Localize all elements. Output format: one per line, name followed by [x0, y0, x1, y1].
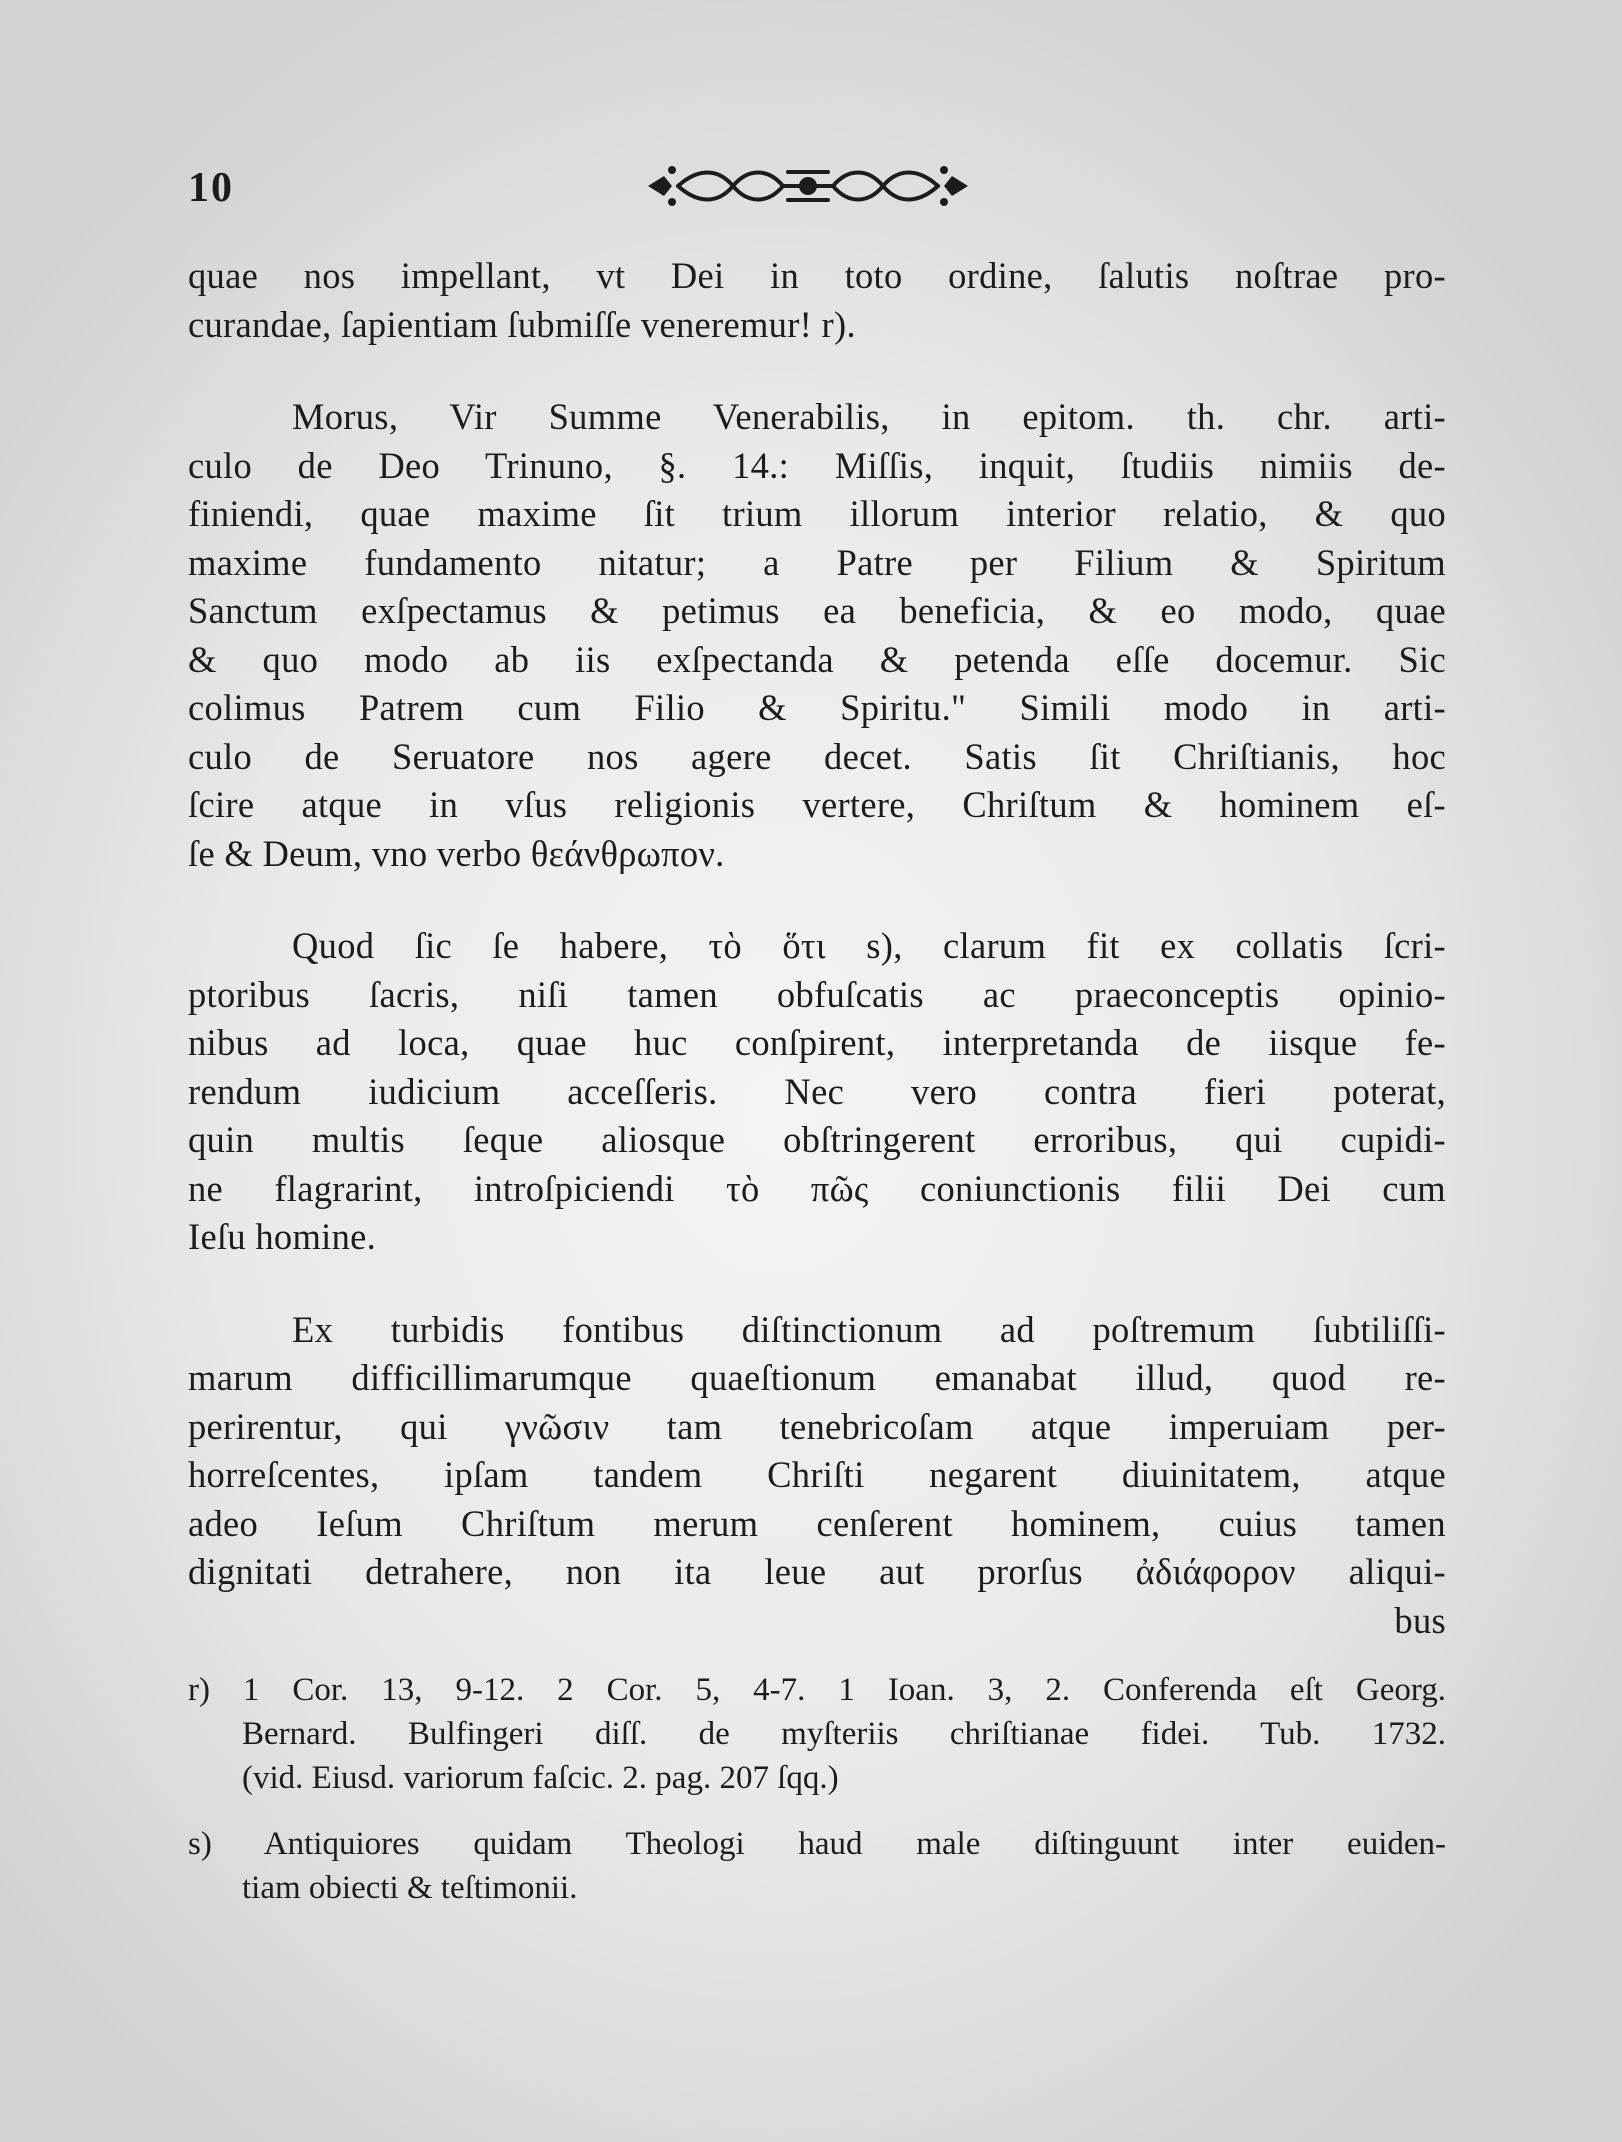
text-line: colimus Patrem cum Filio & Spiritu." Simili modo in arti- [188, 687, 1446, 728]
text-line: perirentur, qui γνῶσιν tam tenebricoſam atque imperuiam per- [188, 1405, 1446, 1447]
text-line: quin multis ſeque aliosque obſtringerent erroribus, qui cupidi- [188, 1119, 1446, 1160]
page-number: 10 [188, 165, 234, 211]
footnote-r [188, 1668, 1446, 1800]
text-line: Ex turbidis fontibus diſtinctionum ad poſtremum ſubtiliſſi- [292, 1308, 1446, 1350]
text-line: Morus, Vir Summe Venerabilis, in epitom. th. chr. arti- [292, 396, 1446, 437]
text-line: Ieſu homine. [188, 1216, 377, 1257]
text-line: dignitati detrahere, non ita leue aut prorſus ἀδιάφορον aliqui- [188, 1551, 1446, 1592]
text-line: curandae, ſapientiam ſubmiſſe veneremur! r). [188, 303, 856, 345]
text-line: & quo modo ab iis exſpectanda & petenda eſſe docemur. Sic [188, 638, 1446, 680]
text-line: rendum iudicium acceſſeris. Nec vero contra fieri poterat, [188, 1070, 1446, 1112]
footnotes [188, 1668, 1446, 1910]
paragraph-4 [188, 1306, 1446, 1646]
footnote-line: Bernard. Bulfingeri diſſ. de myſteriis chriſtianae fidei. Tub. 1732. [242, 1716, 1446, 1752]
text-line: ſcire atque in vſus religionis vertere, Chriſtum & hominem eſ- [188, 784, 1446, 825]
text-line: ptoribus ſacris, niſi tamen obfuſcatis ac praeconceptis opinio- [188, 973, 1446, 1015]
text-line: culo de Seruatore nos agere decet. Satis ſit Chriſtianis, hoc [188, 735, 1446, 777]
paragraph-2 [188, 393, 1446, 878]
text-line: maxime fundamento nitatur; a Patre per Filium & Spiritum [188, 541, 1446, 583]
page-header [188, 158, 1448, 218]
text-line: horreſcentes, ipſam tandem Chriſti negarent diuinitatem, atque [188, 1454, 1446, 1495]
footnote-line: s) Antiquiores quidam Theologi haud male diſtinguunt inter euiden- [188, 1826, 1446, 1862]
text-line: marum difficillimarumque quaeſtionum emanabat illud, quod re- [188, 1357, 1446, 1398]
text-line: Quod ſic ſe habere, τὸ ὅτι s), clarum fit ex collatis ſcri- [292, 925, 1446, 966]
paragraph-3 [188, 922, 1446, 1262]
footnote-line: tiam obiecti & teſtimonii. [242, 1870, 578, 1906]
text-line: quae nos impellant, vt Dei in toto ordine, ſalutis noſtrae pro- [188, 255, 1446, 296]
footnote-line: (vid. Eiusd. variorum faſcic. 2. pag. 207 ſqq.) [242, 1760, 839, 1796]
text-line: nibus ad loca, quae huc conſpirent, interpretanda de iisque fe- [188, 1022, 1446, 1063]
text-line: finiendi, quae maxime ſit trium illorum interior relatio, & quo [188, 493, 1446, 534]
text-line: ne flagrarint, introſpiciendi τὸ πῶς coniunctionis filii Dei cum [188, 1167, 1446, 1209]
text-line: Sanctum exſpectamus & petimus ea beneficia, & eo modo, quae [188, 590, 1446, 631]
text-line: ſe & Deum, vno verbo θεάνθρωπον. [188, 832, 725, 874]
paragraph-1 [188, 252, 1446, 349]
ornament-icon [638, 158, 978, 214]
text-line: culo de Deo Trinuno, §. 14.: Miſſis, inquit, ſtudiis nimiis de- [188, 444, 1446, 486]
footnote-line: r) 1 Cor. 13, 9-12. 2 Cor. 5, 4-7. 1 Ioan. 3, 2. Conferenda eſt Georg. [188, 1672, 1446, 1708]
text-line: adeo Ieſum Chriſtum merum cenſerent hominem, cuius tamen [188, 1502, 1446, 1544]
footnote-s [188, 1822, 1446, 1910]
main-text [188, 252, 1446, 1645]
catchword: bus [1394, 1599, 1446, 1641]
